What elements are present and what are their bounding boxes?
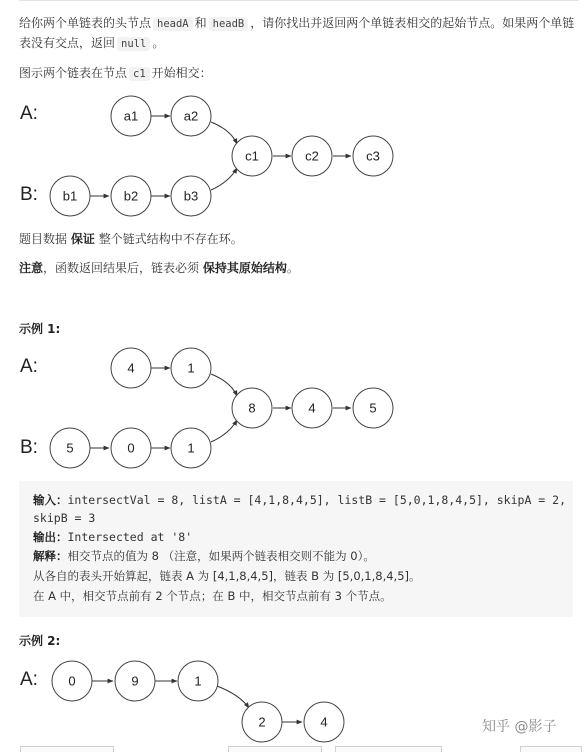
code-null: null: [117, 37, 150, 51]
input-label: 输入：: [33, 493, 68, 507]
intro-text-4: 。: [152, 36, 165, 50]
svg-text:0: 0: [68, 673, 76, 689]
guarantee-text-2: 整个链式结构中不存在环。: [98, 232, 243, 246]
node-shared-2: [292, 388, 332, 428]
svg-text:0: 0: [127, 440, 135, 456]
zhihu-watermark: 知乎 @影子: [482, 719, 557, 735]
svg-text:5: 5: [369, 400, 377, 416]
example-2-heading: 示例 2:: [19, 634, 61, 648]
arrow: [217, 686, 249, 708]
svg-text:c2: c2: [305, 148, 319, 164]
code-headb: headB: [209, 17, 249, 31]
arrow: [211, 168, 237, 190]
attention-note: [19, 259, 579, 278]
node-c3: [353, 136, 393, 176]
node-b3: [171, 176, 211, 216]
svg-text:9: 9: [131, 673, 139, 689]
note-text: ，函数返回结果后，链表必须: [43, 261, 200, 275]
output-value: Intersected at '8': [67, 530, 193, 544]
linked-list-diagram-example-2: [0, 655, 588, 751]
svg-text:c3: c3: [366, 148, 380, 164]
node-b-3: [171, 428, 211, 468]
svg-text:4: 4: [320, 714, 328, 730]
guarantee-bold: 保证: [70, 232, 95, 246]
example-2-list-a-label: A:: [20, 669, 38, 690]
explain-line: [33, 548, 375, 564]
code-heada: headA: [153, 17, 193, 31]
node-shared-3: [353, 388, 393, 428]
svg-text:2: 2: [258, 714, 266, 730]
intro-text: 给你两个单链表的头节点: [19, 16, 152, 30]
figure-intro: [19, 64, 579, 84]
output-label: 输出：: [33, 530, 68, 544]
svg-text:8: 8: [248, 400, 256, 416]
intro-text-3: 表没有交点，返回: [19, 36, 116, 50]
svg-text:b3: b3: [183, 188, 199, 204]
node-shared-1: [232, 388, 272, 428]
node-shared-1: [242, 702, 282, 742]
arrow: [211, 420, 237, 442]
svg-text:c1: c1: [245, 148, 259, 164]
output-line: [33, 529, 192, 545]
svg-text:1: 1: [187, 360, 195, 376]
note-bold-2: 保持其原始结构: [202, 261, 287, 275]
explain-line-2: 从各自的表头开始算起，链表 A 为 [4,1,8,4,5]，链表 B 为 [5,0,1,8,4,5]。: [33, 569, 421, 583]
intro-text-2: ，请你找出并返回两个单链表相交的起始节点。如果两个单链: [250, 16, 575, 30]
svg-text:b1: b1: [62, 188, 78, 204]
node-a-3: [178, 661, 218, 701]
node-c2: [292, 136, 332, 176]
problem-description: [19, 14, 579, 54]
input-value: intersectVal = 8, listA = [4,1,8,4,5], listB = [5,0,1,8,4,5], skipA = 2,: [67, 493, 566, 507]
cutoff-box: [20, 746, 114, 752]
node-a-1: [111, 348, 151, 388]
explain-line-3: 在 A 中，相交节点前有 2 个节点；在 B 中，相交节点前有 3 个节点。: [33, 589, 392, 603]
code-c1: c1: [129, 67, 150, 81]
note-text-2: 。: [286, 261, 299, 275]
figure-intro-text: 图示两个链表在节点: [19, 66, 128, 80]
node-c1: [232, 136, 272, 176]
cutoff-box: [228, 746, 322, 752]
node-a-2: [171, 348, 211, 388]
svg-text:1: 1: [194, 673, 202, 689]
arrow: [211, 374, 237, 396]
input-line-2: skipB = 3: [33, 511, 96, 525]
intro-and: 和: [194, 16, 207, 30]
node-b2: [111, 176, 151, 216]
guarantee-text: 题目数据: [19, 232, 68, 246]
node-shared-2: [304, 702, 344, 742]
linked-list-diagram-example-1: [0, 342, 588, 477]
svg-text:b2: b2: [123, 188, 139, 204]
linked-list-diagram-1: [0, 90, 588, 225]
svg-text:a2: a2: [183, 108, 199, 124]
svg-text:4: 4: [308, 400, 316, 416]
svg-text:1: 1: [187, 440, 195, 456]
bottom-cutoff-bar: [0, 744, 588, 751]
note-bold: 注意: [19, 261, 44, 275]
svg-text:4: 4: [127, 360, 135, 376]
list-a-label: A:: [20, 103, 38, 124]
example-1-heading: 示例 1:: [19, 322, 61, 336]
figure-intro-text-2: 开始相交：: [151, 66, 212, 80]
list-b-label: B:: [20, 184, 38, 205]
node-a2: [171, 96, 211, 136]
svg-text:a1: a1: [123, 108, 139, 124]
explain-text-1: 相交节点的值为 8 （注意，如果两个链表相交则不能为 0）。: [67, 549, 375, 563]
top-divider: [19, 0, 579, 1]
explain-label: 解释：: [33, 549, 68, 563]
node-a1: [111, 96, 151, 136]
input-line: [33, 492, 566, 508]
node-b1: [50, 176, 90, 216]
node-b-1: [50, 428, 90, 468]
example-1-list-b-label: B:: [20, 437, 38, 458]
svg-text:5: 5: [66, 440, 74, 456]
node-a-1: [52, 661, 92, 701]
cutoff-box: [520, 746, 582, 752]
guarantee-note: [19, 230, 579, 249]
arrow: [211, 122, 237, 144]
node-a-2: [115, 661, 155, 701]
example-1-code-block: [19, 481, 573, 617]
cutoff-box: [335, 746, 442, 752]
example-1-list-a-label: A:: [20, 356, 38, 377]
node-b-2: [111, 428, 151, 468]
